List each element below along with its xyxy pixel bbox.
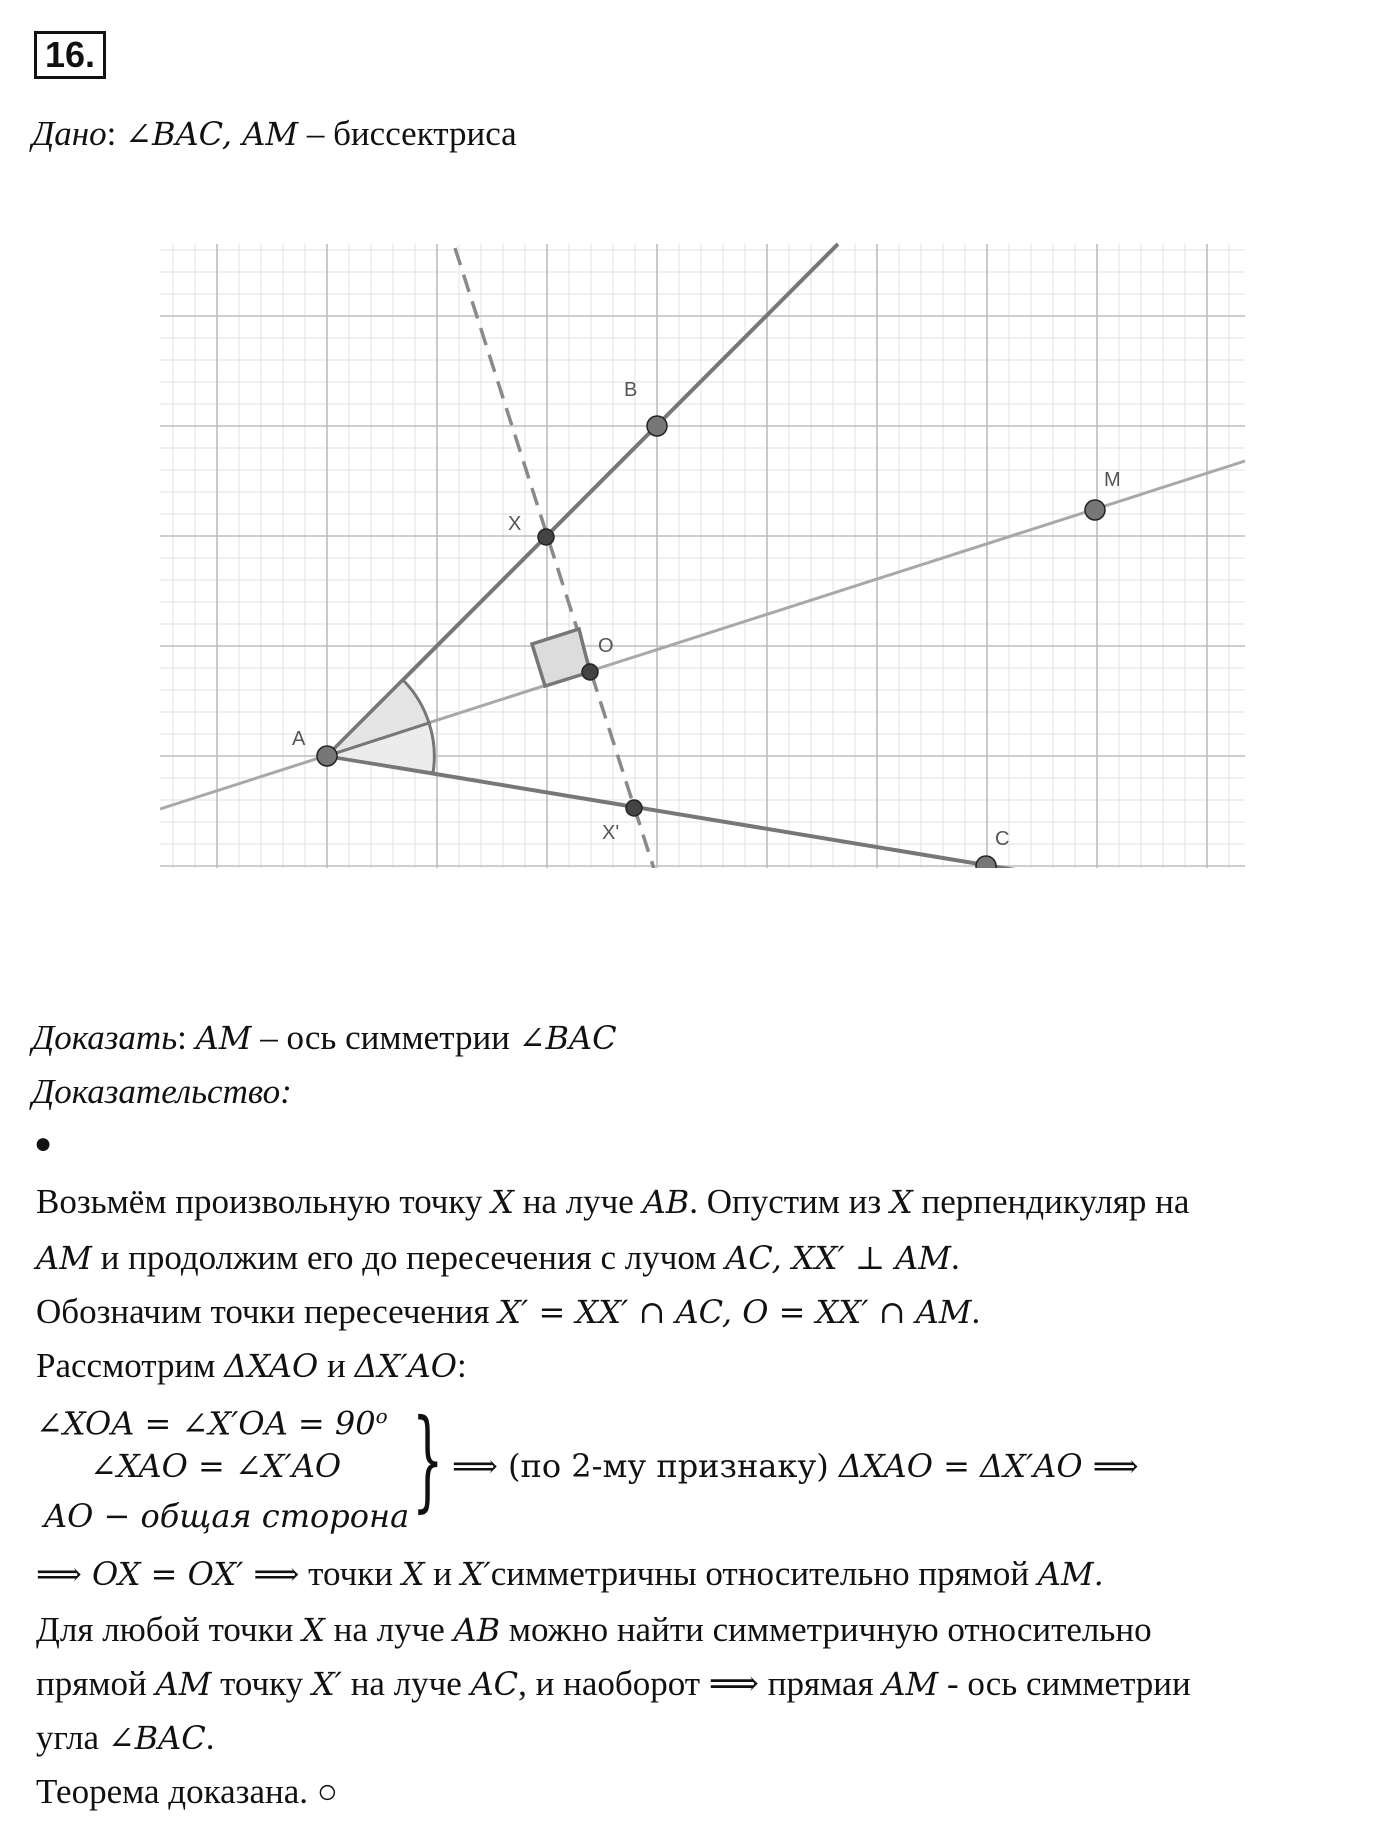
- text: точку: [211, 1664, 312, 1703]
- text: на луче: [341, 1664, 471, 1703]
- text: ⟹ (по 2-му признаку): [452, 1447, 839, 1485]
- text: Рассмотрим: [36, 1346, 225, 1385]
- prove-colon: :: [177, 1018, 187, 1057]
- label-a: A: [292, 728, 306, 750]
- text: - ось симметрии: [938, 1664, 1191, 1703]
- math: ∠XAO = ∠X′AO: [90, 1447, 342, 1485]
- math: AO − общая сторона: [44, 1497, 410, 1535]
- text: Для любой точки: [36, 1610, 303, 1649]
- label-b: B: [624, 379, 638, 401]
- math: X: [491, 1183, 514, 1221]
- proof-line-8: [36, 1718, 215, 1758]
- label-x: X: [508, 513, 522, 535]
- math: X′: [460, 1555, 491, 1593]
- prove-text: – ось симметрии: [251, 1018, 519, 1057]
- right-angle-mark: [532, 629, 590, 686]
- text: и: [318, 1346, 355, 1385]
- given-text: – биссектриса: [298, 114, 517, 153]
- text: .: [205, 1718, 215, 1757]
- ray-ac: [327, 756, 1245, 868]
- proof-line-3: [36, 1292, 980, 1332]
- math: AM.: [1037, 1555, 1104, 1593]
- math: ΔXAO: [224, 1347, 319, 1385]
- math: AC, XX′ ⊥ AM: [725, 1239, 952, 1277]
- proof-line-5: [36, 1554, 1104, 1594]
- math: X′: [311, 1665, 342, 1703]
- math: ⟹ OX = OX′ ⟹: [36, 1555, 300, 1593]
- math: X: [302, 1611, 325, 1649]
- text: Возьмём произвольную точку: [36, 1182, 492, 1221]
- math: ∠XOA = ∠X′OA = 90: [36, 1404, 376, 1443]
- prove-math-am: AM: [195, 1019, 252, 1057]
- proof-line-2: [36, 1238, 960, 1278]
- text: можно найти симметричную относительно: [500, 1610, 1152, 1649]
- text: перпендикуляр на: [912, 1182, 1190, 1221]
- point-b: [647, 416, 667, 436]
- point-o: [582, 664, 598, 680]
- math: X: [889, 1183, 913, 1221]
- proof-line-7: [36, 1664, 1191, 1704]
- text: прямой: [36, 1664, 156, 1703]
- proof-line-4: [36, 1346, 467, 1386]
- text: .: [951, 1238, 960, 1277]
- prove-line: [32, 1018, 617, 1058]
- grid-minor: [160, 244, 1245, 868]
- math: AC: [470, 1665, 519, 1703]
- proof-line-6: [36, 1610, 1152, 1650]
- point-m: [1085, 500, 1105, 520]
- system-brace: }: [412, 1395, 444, 1523]
- point-x-prime: [626, 800, 642, 816]
- text: на луче: [324, 1610, 454, 1649]
- text: и: [424, 1554, 461, 1593]
- math: X: [401, 1555, 425, 1593]
- proof-line-9: Теорема доказана. ○: [36, 1772, 338, 1811]
- text: . Опустим из: [689, 1182, 890, 1221]
- text: точки: [299, 1554, 402, 1593]
- math: AM: [882, 1665, 939, 1703]
- text: симметричны относительно прямой: [490, 1554, 1038, 1593]
- label-x-prime: X': [602, 822, 620, 844]
- system-line-3: [44, 1496, 409, 1536]
- system-line-2: [90, 1446, 341, 1486]
- prove-label: Доказать: [32, 1018, 178, 1057]
- text: .: [971, 1292, 981, 1331]
- given-label: Дано: [32, 114, 107, 153]
- point-a: [317, 746, 337, 766]
- label-c: C: [995, 828, 1010, 850]
- given-line: [32, 114, 517, 154]
- text: угла: [36, 1718, 108, 1757]
- point-x: [538, 529, 554, 545]
- bullet: ●: [34, 1127, 53, 1160]
- math: AM: [36, 1239, 92, 1277]
- label-o: O: [598, 635, 614, 657]
- point-c: [976, 856, 996, 868]
- math: ∠BAC: [107, 1719, 206, 1757]
- text: и продолжим его до пересечения с лучом: [91, 1238, 726, 1277]
- superscript: o: [375, 1404, 388, 1428]
- problem-number: 16.: [34, 31, 106, 79]
- text: , и наоборот ⟹ прямая: [518, 1664, 883, 1703]
- given-colon: :: [106, 114, 117, 153]
- proof-label: Доказательство:: [32, 1072, 292, 1111]
- text: :: [456, 1346, 467, 1385]
- math: X′ = XX′ ∩ AC, O = XX′ ∩ AM: [498, 1293, 972, 1331]
- geometry-figure: [150, 238, 1250, 868]
- system-conclusion: [452, 1446, 1139, 1486]
- math: AM: [155, 1665, 212, 1703]
- prove-math-angle: ∠BAC: [518, 1019, 617, 1057]
- text: Обозначим точки пересечения: [36, 1292, 499, 1331]
- system-line-1: [36, 1396, 388, 1444]
- math: ΔXAO = ΔX′AO ⟹: [838, 1447, 1139, 1485]
- math: ΔX′AO: [354, 1347, 457, 1385]
- label-m: M: [1104, 469, 1121, 491]
- proof-line-1: [36, 1182, 1189, 1222]
- given-math: ∠BAC, AM: [125, 115, 299, 153]
- text: на луче: [513, 1182, 643, 1221]
- math: AB: [642, 1183, 690, 1221]
- math: AB: [453, 1611, 501, 1649]
